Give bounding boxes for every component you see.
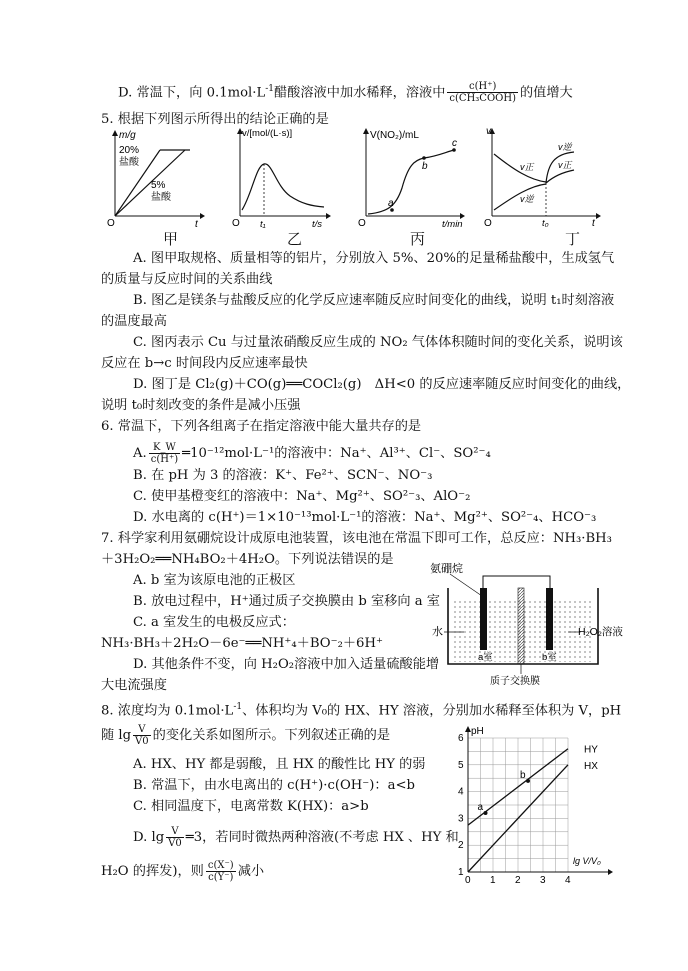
y-tick-label: 5 — [458, 759, 464, 771]
ding-caption: 丁 — [565, 230, 581, 248]
q5-option-d-line1: D. 图丁是 Cl₂(g)＋CO(g)══COCl₂(g) ΔH<0 的反应速率随反应时间变化的曲线， — [133, 377, 631, 392]
q5-option-d-line2: 说明 t₀时刻改变的条件是减小压强 — [101, 398, 301, 413]
battery-diagram — [428, 560, 628, 690]
yi-x: t/s — [312, 219, 323, 230]
bing-c: c — [452, 138, 457, 149]
x-axis-arrow — [608, 869, 613, 875]
ding-t0: t₀ — [542, 218, 549, 229]
yi-caption: 乙 — [287, 230, 303, 248]
y-tick-label: 6 — [458, 733, 464, 744]
jia-label-yan2: 盐酸 — [151, 192, 171, 203]
water-label: 水 — [432, 626, 443, 638]
q5-option-b-line1: B. 图乙是镁条与盐酸反应的化学反应速率随反应时间变化的曲线，说明 t₁时刻溶液 — [133, 293, 615, 308]
yi-t1: t₁ — [260, 219, 266, 230]
point-b — [526, 779, 530, 783]
y-tick-label: 3 — [458, 813, 464, 825]
q7-equation: NH₃·BH₃＋2H₂O－6e⁻══NH⁺₄＋BO⁻₂＋6H⁺ — [101, 636, 383, 651]
q5-option-c-line2: 反应在 b→c 时间段内反应速率最快 — [101, 356, 308, 371]
ding-v-zheng1: v正 — [520, 162, 534, 172]
q5-option-a-line1: A. 图甲取规格、质量相等的铝片，分别放入 5%、20%的足量稀盐酸中，生成氢气 — [133, 251, 615, 266]
q8-stem-line1: 8. 浓度均为 $0.1mol\cdot L^{-1}$、体积均为 V₀的 HX、HY 溶液，分别加水稀释至体积为 V，pH — [101, 702, 622, 719]
x-tick-label: 3 — [540, 875, 546, 884]
jia-x: t — [195, 219, 198, 230]
q8-option-d-cont: H₂O 的挥发)，则 $\frac{c(X^-)}{c(Y^-)}$ 减小 — [101, 860, 265, 883]
ding-x: t — [592, 218, 595, 229]
bing-x: t/min — [442, 219, 463, 230]
q8-e-fraction: $\frac{c(X^-)}{c(Y^-)}$ — [207, 860, 234, 883]
q8-option-c: C. 相同温度下，电离常数 K(HX)：a>b — [133, 799, 369, 814]
q4-option-d: D. 常温下，向 $0.1mol\cdot L^{-1}$醋酸溶液中加水稀释，溶液中 $\frac{c(H^+)}{\text{c(CH₃COOH)}}$ 的值增大 — [118, 81, 573, 105]
ding-v-ni1: v逆 — [520, 194, 534, 204]
ding-v-ni2: v逆 — [558, 142, 572, 152]
yi-ylabel: v/[mol/(L·s)] — [242, 128, 293, 139]
graph-ding — [484, 124, 604, 244]
q7-option-b: B. 放电过程中，H⁺通过质子交换膜由 b 室移向 a 室 — [133, 594, 440, 609]
y-tick-label: 1 — [458, 867, 464, 878]
series-label-hx: HX — [584, 760, 598, 772]
x-tick-label: 2 — [515, 875, 521, 884]
q4-fraction: $\frac{c(H^+)}{\text{c(CH₃COOH)}}$ — [449, 81, 516, 105]
q8-stem-fraction: $\frac{V}{V0}$ — [135, 724, 149, 747]
q5-option-a-line2: 的质量与反应时间的关系曲线 — [101, 272, 273, 287]
x-axis-label: lg V/V₀ — [573, 856, 601, 866]
q8-d-fraction: $\frac{V}{V0}$ — [168, 826, 182, 849]
x-tick-label: 0 — [465, 875, 471, 884]
q6-fraction: $\frac{K\_W}{c(H^+)}$ — [150, 442, 179, 465]
ammonia-borane-label: 氨硼烷 — [430, 563, 463, 575]
ding-v-zheng2: v正 — [558, 160, 572, 170]
q7-option-d-line1: D. 其他条件不变，向 H₂O₂溶液中加入适量硫酸能增 — [133, 657, 440, 672]
graph-jia — [105, 128, 205, 248]
jia-origin: O — [107, 218, 115, 229]
q5-stem: 5. 根据下列图示所得出的结论正确的是 — [101, 112, 329, 127]
x-tick-label: 1 — [490, 875, 496, 884]
point-a — [484, 811, 488, 815]
q7-stem-line1: 7. 科学家利用氨硼烷设计成原电池装置，该电池在常温下即可工作，总反应：NH₃·BH₃ — [101, 531, 612, 546]
bing-a: a — [388, 198, 394, 209]
y-axis-label: pH — [471, 726, 484, 737]
point-label-b: b — [520, 769, 526, 781]
q6-option-d: D. 水电离的 c(H⁺)＝1×10⁻¹³mol·L⁻¹的溶液：Na⁺、Mg²⁺、SO²⁻₄、HCO⁻₃ — [133, 510, 597, 525]
q6-option-a: A. $\frac{K\_W}{c(H^+)}$ ═10⁻¹²mol·L⁻¹的溶液中：Na⁺、Al³⁺、Cl⁻、SO²⁻₄ — [133, 442, 491, 465]
ding-origin: O — [484, 218, 492, 229]
jia-caption: 甲 — [163, 230, 179, 248]
bing-origin: O — [358, 218, 366, 229]
ph-chart — [448, 722, 620, 884]
q7-option-c: C. a 室发生的电极反应式： — [133, 615, 295, 630]
bing-caption: 丙 — [410, 230, 426, 248]
series-label-hy: HY — [584, 744, 598, 756]
a-room-label: a室 — [478, 652, 493, 663]
bing-ylabel: V(NO₂)/mL — [370, 130, 419, 141]
point-label-a: a — [477, 802, 484, 814]
q8-option-a: A. HX、HY 都是弱酸，且 HX 的酸性比 HY 的弱 — [133, 757, 426, 772]
jia-label-yan1: 盐酸 — [119, 157, 139, 168]
ding-ylabel: v — [486, 126, 491, 137]
q8-stem-line2: 随 lg $\frac{V}{V0}$ 的变化关系如图所示。下列叙述正确的是 — [101, 724, 391, 747]
graph-yi — [232, 124, 332, 248]
x-tick-label: 4 — [565, 875, 571, 884]
membrane-label: 质子交换膜 — [490, 676, 540, 687]
q7-stem-line2: ＋3H₂O₂══NH₄BO₂＋4H₂O。下列说法错误的是 — [101, 552, 394, 567]
q8-option-b: B. 常温下，由水电离出的 c(H⁺)·c(OH⁻)：a<b — [133, 778, 415, 793]
q7-option-d-line2: 大电流强度 — [101, 678, 167, 693]
b-room-label: b室 — [542, 652, 557, 663]
q8-option-d: D. lg $\frac{V}{V0}$ ═3，若同时微热两种溶液(不考虑 HX 、HY 和 — [133, 826, 459, 849]
q7-option-a: A. b 室为该原电池的正极区 — [133, 573, 296, 588]
q6-stem: 6. 常温下，下列各组离子在指定溶液中能大量共存的是 — [101, 419, 422, 434]
yi-origin: O — [232, 218, 240, 229]
jia-label-20: 20% — [119, 145, 140, 156]
h2o2-label: H₂O₂溶液 — [578, 626, 623, 638]
y-tick-label: 2 — [458, 840, 464, 852]
q6-option-b: B. 在 pH 为 3 的溶液：K⁺、Fe²⁺、SCN⁻、NO⁻₃ — [133, 468, 433, 483]
y-tick-label: 4 — [458, 786, 464, 798]
jia-ylabel: m/g — [119, 130, 136, 141]
q5-option-b-line2: 的温度最高 — [101, 314, 167, 329]
jia-label-5: 5% — [151, 180, 166, 191]
q5-option-c-line1: C. 图丙表示 Cu 与过量浓硝酸反应生成的 NO₂ 气体体积随时间的变化关系，说明该 — [133, 335, 623, 350]
bing-b: b — [422, 161, 428, 172]
q6-option-c: C. 使甲基橙变红的溶液中：Na⁺、Mg²⁺、SO²⁻₃、AlO⁻₂ — [133, 489, 471, 504]
